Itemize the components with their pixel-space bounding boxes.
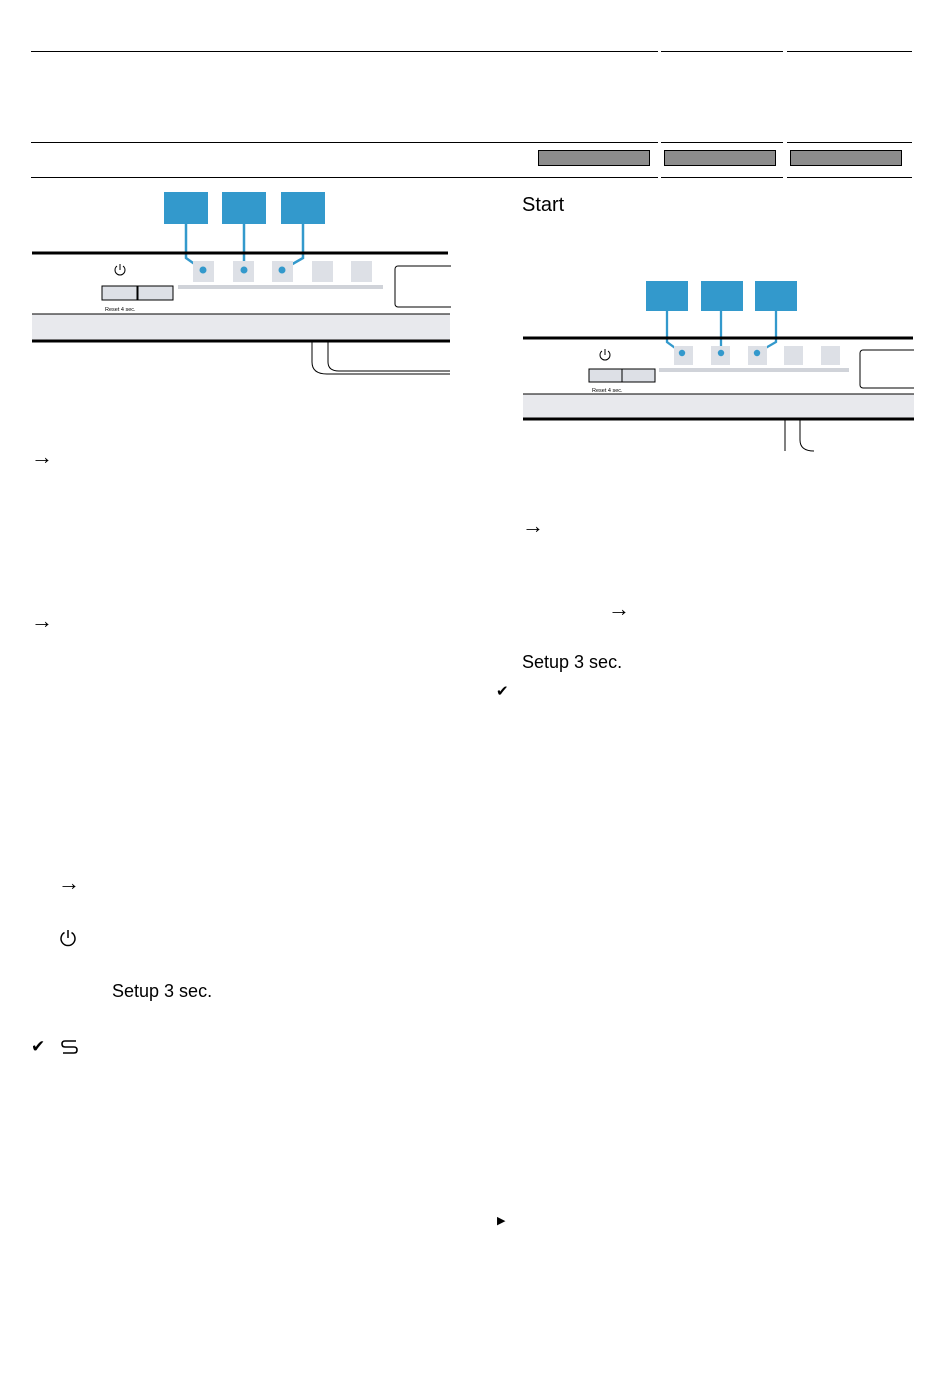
arrow-right-icon: → (31, 444, 53, 469)
header-rule-col3 (787, 142, 912, 143)
control-panel-illustration-right (522, 280, 914, 455)
power-button[interactable] (102, 286, 137, 300)
tab-bar-1 (538, 150, 650, 166)
power-button[interactable] (589, 369, 622, 382)
program-key-5[interactable] (351, 261, 372, 282)
reset-button[interactable] (622, 369, 655, 382)
tab-bar-2 (664, 150, 776, 166)
check-icon: ✔ (496, 683, 509, 700)
callout-box-2 (222, 192, 266, 224)
top-rule-col2 (661, 51, 783, 52)
top-rule-col3 (787, 51, 912, 52)
section-rule-col3 (787, 177, 912, 178)
callout-box-2 (701, 281, 743, 311)
check-icon: ✔ (31, 1037, 46, 1056)
program-key-5[interactable] (821, 346, 840, 365)
top-rule-main (31, 51, 658, 52)
arrow-right-icon: → (58, 870, 80, 895)
program-key-4[interactable] (312, 261, 333, 282)
section-rule-main (31, 177, 658, 178)
display-window (860, 350, 914, 388)
reset-label: Reset 4 sec. (592, 388, 623, 394)
setup-label: Setup 3 sec. (522, 652, 623, 672)
tab-bar-3 (790, 150, 902, 166)
arrow-right-icon: → (608, 596, 630, 621)
reset-button[interactable] (138, 286, 173, 300)
start-label: Start (522, 194, 565, 216)
power-icon (600, 349, 610, 360)
callout-box-1 (646, 281, 688, 311)
s-symbol-icon (60, 1037, 80, 1057)
callout-box-3 (755, 281, 797, 311)
arrow-right-icon: → (31, 608, 53, 633)
program-key-4[interactable] (784, 346, 803, 365)
control-panel-illustration-left (31, 190, 451, 380)
header-rule-main (31, 142, 658, 143)
power-icon (115, 264, 125, 275)
play-triangle-icon: ▶ (497, 1215, 506, 1227)
reset-label: Reset 4 sec. (105, 307, 136, 313)
header-rule-col2 (661, 142, 783, 143)
power-icon (58, 927, 78, 949)
arrow-right-icon: → (522, 513, 544, 538)
section-rule-col2 (661, 177, 783, 178)
callout-box-3 (281, 192, 325, 224)
callout-box-1 (164, 192, 208, 224)
display-window (395, 266, 451, 307)
setup-label: Setup 3 sec. (112, 981, 213, 1001)
